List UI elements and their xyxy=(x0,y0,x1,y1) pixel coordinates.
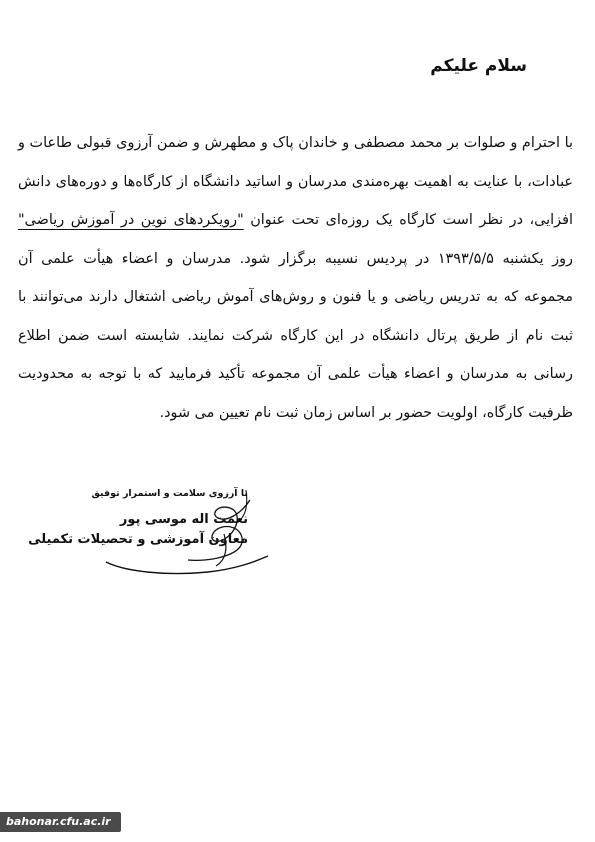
workshop-title: "رویکردهای نوین در آموزش ریاضی" xyxy=(18,212,244,228)
site-badge[interactable]: bahonar.cfu.ac.ir xyxy=(0,812,121,832)
signatory-title: معاون آموزشی و تحصیلات تکمیلی xyxy=(28,532,248,547)
paragraph-end: روز یکشنبه ۱۳۹۳/۵/۵ در پردیس نسیبه برگزار شود. مدرسان و اعضاء هیأت علمی آن مجموعه که به تدریس ریاضی و یا فنون و روش‌های آموش ریاضی اشتغال دارند می‌توانند با ثبت نام از طریق پرتال دانشگاه در این کارگاه شرکت نمایند. شایسته است ضمن اطلاع رسانی به مدرسان و اعضاء هیأت علمی آن مجموعه تأکید فرمایید که با توجه به محدودیت ظرفیت کارگاه، اولویت حضور بر اساس زمان ثبت نام تعیین می شود. xyxy=(18,250,574,421)
signature-block xyxy=(28,460,308,590)
paragraph-start: با احترام و صلوات بر محمد مصطفی و خاندان پاک و مطهرش و ضمن آرزوی قبولی طاعات و عبادات، با عنایت به اهمیت بهره‌مندی مدرسان و اساتید دانشگاه از کارگاه‌ها و دوره‌های دانش افزایی، در نظر است کارگاه یک روزه‌ای تحت عنوان xyxy=(18,135,573,228)
signatory-name: نعمت اله موسی پور xyxy=(119,512,248,527)
letter-body xyxy=(18,124,573,432)
letter-greeting: سلام علیکم xyxy=(430,56,527,76)
letter-paragraph xyxy=(18,124,573,432)
signature-wish: با آرزوی سلامت و استمرار توفیق xyxy=(91,488,248,499)
